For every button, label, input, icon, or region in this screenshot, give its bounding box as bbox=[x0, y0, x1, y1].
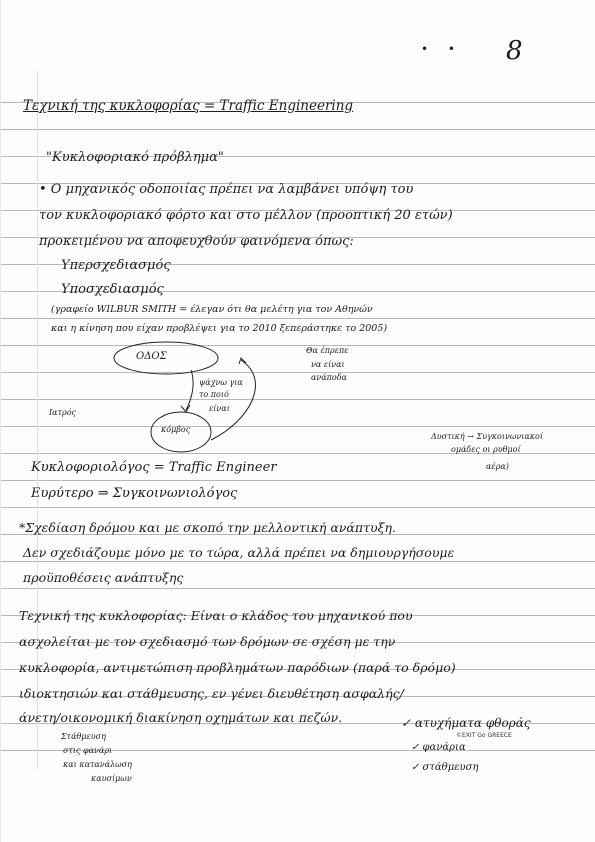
aside-line-1: (γραφείο WILBUR SMITH = έλεγαν ότι θα μελέτη για τον Αθηνών bbox=[51, 304, 373, 315]
diagram-drawing bbox=[21, 340, 581, 460]
page-number: 8 bbox=[506, 36, 523, 66]
term-undersizing: Υποσχεδιασμός bbox=[61, 282, 164, 297]
role-transport-engineer: Ευρύτερο ⇒ Συγκοινωνιολόγος bbox=[31, 486, 238, 501]
term-oversizing: Υπερσχεδιασμός bbox=[61, 258, 171, 273]
para2-line-3: προϋποθέσεις ανάπτυξης bbox=[23, 570, 184, 585]
arrow-label-2: το ποιό bbox=[199, 390, 229, 399]
para3-line-1: Τεχνική της κυκλοφορίας: Είναι ο κλάδος του μηχανικού που bbox=[19, 608, 413, 623]
bottom-right-3: ✓ στάθμευση bbox=[411, 762, 479, 773]
doctor-label: Ιατρός bbox=[49, 408, 76, 417]
right-note-1: Θα έπρεπε bbox=[306, 346, 349, 355]
bottom-left-3: και κατανάλωση bbox=[63, 760, 132, 769]
corner-dots: • • bbox=[421, 42, 463, 56]
section-heading: "Κυκλοφοριακό πρόβλημα" bbox=[46, 150, 224, 165]
aside-line-2: και η κίνηση που είχαν προβλέψει για το 2010 ξεπεράστηκε το 2005) bbox=[51, 323, 388, 334]
bottom-left-1: Στάθμευση bbox=[61, 732, 106, 741]
para3-line-2: ασχολείται με τον σχεδιασμό των δρόμων σε σχέση με την bbox=[19, 634, 396, 649]
arrow-label-1: ψάχνω για bbox=[199, 378, 243, 387]
right-note-2: να είναι bbox=[311, 360, 345, 369]
para1-line-1: • Ο μηχανικός οδοποιίας πρέπει να λαμβάνει υπόψη του bbox=[39, 182, 414, 197]
junction-label: κόμβος bbox=[161, 425, 191, 434]
role-traffic-engineer: Κυκλοφοριολόγος = Traffic Engineer bbox=[31, 460, 277, 475]
arrow-label-3: είναι bbox=[209, 404, 230, 413]
side-note-1: Δυστική → Συγκοινωνιακοί bbox=[431, 432, 543, 441]
para1-line-3: προκειμένου να αποφευχθούν φαινόμενα όπως: bbox=[39, 234, 354, 249]
road-label: ΟΔΟΣ bbox=[136, 351, 167, 362]
bottom-right-2: ✓ φανάρια bbox=[411, 742, 466, 753]
para2-line-2: Δεν σχεδιάζουμε μόνο με το τώρα, αλλά πρέπει να δημιουργήσουμε bbox=[23, 545, 455, 560]
para3-line-5: άνετη/οικονομική διακίνηση οχημάτων και πεζών. bbox=[19, 710, 343, 725]
para3-line-4: ιδιοκτησιών και στάθμευσης, εν γένει διευθέτηση ασφαλής/ bbox=[19, 686, 404, 701]
right-note-3: ανάποδα bbox=[311, 373, 347, 382]
bottom-right-1: ✓ ατυχήματα φθοράς bbox=[401, 716, 531, 730]
para3-line-3: κυκλοφορία, αντιμετώπιση προβλημάτων παρόδιων (παρά το δρόμο) bbox=[19, 660, 456, 675]
para2-line-1: *Σχεδίαση δρόμου και με σκοπό την μελλοντική ανάπτυξη. bbox=[19, 520, 396, 535]
bottom-left-4: καυσίμων bbox=[91, 774, 132, 783]
side-note-3: αέρα) bbox=[486, 462, 509, 471]
para1-line-2: τον κυκλοφοριακό φόρτο και στο μέλλον (προοπτική 20 ετών) bbox=[39, 208, 453, 223]
publisher-stamp: ©EXIT Go GREECE bbox=[456, 732, 512, 739]
side-note-2: ομάδες οι ρυθμοί bbox=[451, 445, 521, 454]
bottom-left-2: στις φανάρι bbox=[63, 746, 113, 755]
page-title: Τεχνική της κυκλοφορίας = Traffic Engineering bbox=[23, 98, 354, 114]
traffic-diagram bbox=[21, 340, 581, 460]
